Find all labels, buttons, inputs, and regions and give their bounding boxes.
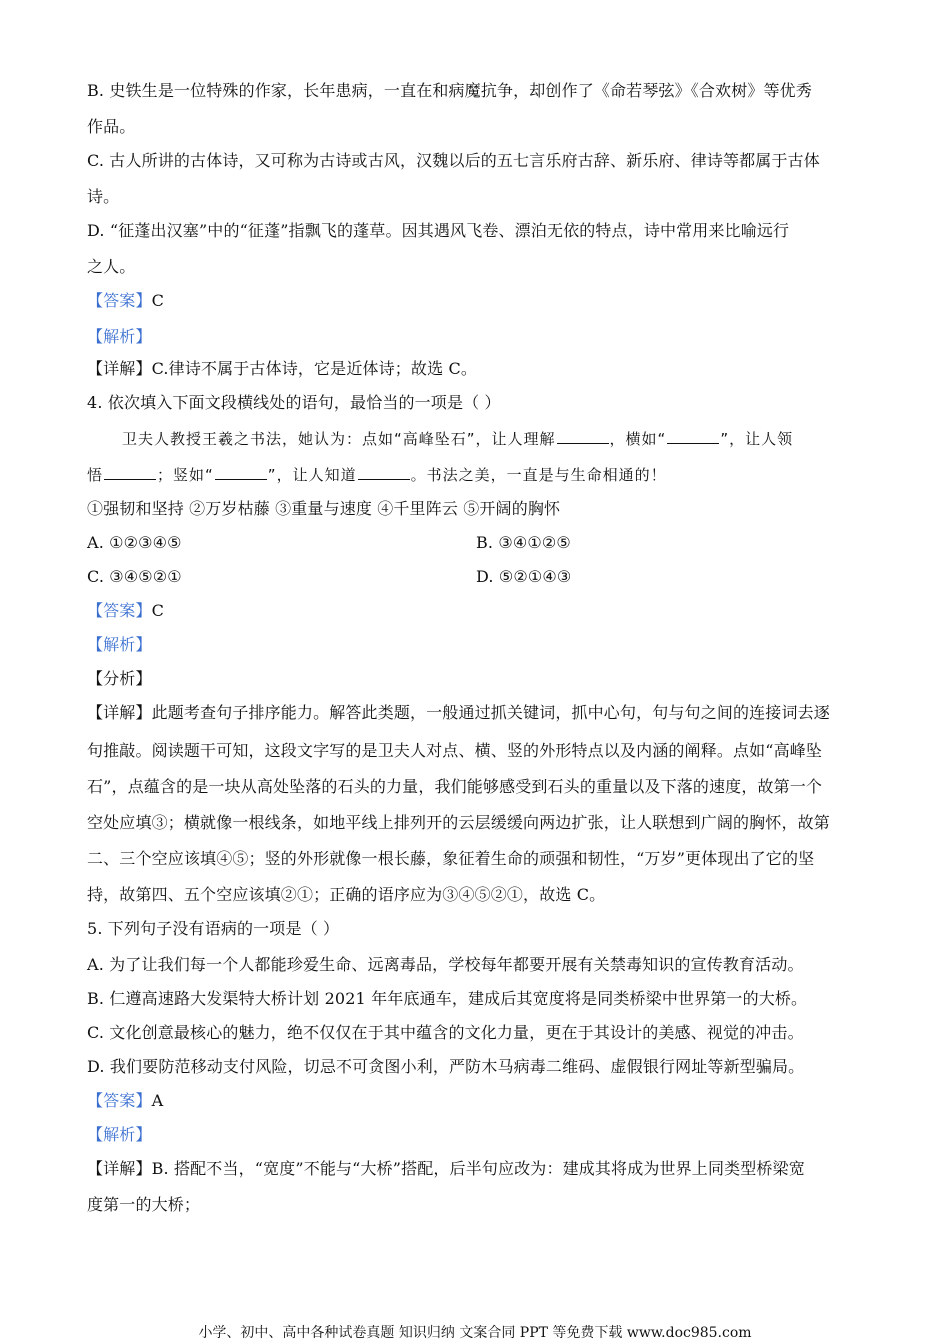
passage-text: ，横如“ [609,430,667,448]
passage-text: ”，让人知道 [267,466,357,484]
q3-option-b-line1: B. 史铁生是一位特殊的作家，长年患病，一直在和病魔抗争，却创作了《命若琴弦》《合欢树》等优秀 [87,81,812,100]
answer-label: 【答案】 [87,601,152,620]
passage-text: ”，让人领 [720,430,794,448]
detail-label: 【详解】 [87,703,152,722]
q4-analysis-label: 【解析】 [87,635,152,654]
q4-option-c: C. ③④⑤②① [87,567,182,586]
q5-option-b: B. 仁遵高速路大发渠特大桥计划 2021 年年底通车，建成后其宽度将是同类桥梁中世界第一的大桥。 [87,989,808,1008]
q5-option-c: C. 文化创意最核心的魅力，绝不仅仅在于其中蕴含的文化力量，更在于其设计的美感、视觉的冲击。 [87,1023,804,1042]
q5-question: 5. 下列句子没有语病的一项是（ ） [87,919,340,938]
q5-detail-line2: 度第一的大桥； [87,1195,201,1214]
q5-detail-line1 [87,1158,805,1180]
q4-option-a: A. ①②③④⑤ [87,533,182,552]
blank-3 [104,464,156,480]
passage-text: ；竖如“ [157,466,214,484]
q5-answer [87,1090,163,1112]
detail-text: C.律诗不属于古体诗，它是近体诗；故选 C。 [151,359,477,378]
answer-label: 【答案】 [87,1091,152,1110]
q3-option-d-line1: D. “征蓬出汉塞”中的“征蓬”指飘飞的蓬草。因其遇风飞卷、漂泊无依的特点，诗中常用来比喻远行 [87,221,790,240]
q5-option-d: D. 我们要防范移动支付风险，切忌不可贪图小利，严防木马病毒二维码、虚假银行网址等新型骗局。 [87,1057,805,1076]
detail-label: 【详解】 [87,359,152,378]
q3-option-c-line1: C. 古人所讲的古体诗，又可称为古诗或古风，汉魏以后的五七言乐府古辞、新乐府、律诗等都属于古体 [87,151,820,170]
q4-option-b: B. ③④①②⑤ [476,533,571,552]
q4-detail-line3: 石”，点蕴含的是一块从高处坠落的石头的力量，我们能够感受到石头的重量以及下落的速度，故第一个 [87,777,823,796]
detail-label: 【详解】 [87,1159,152,1178]
detail-text: B. 搭配不当，“宽度”不能与“大桥”搭配，后半句应改为：建成其将成为世界上同类型桥梁宽 [151,1159,805,1178]
q3-option-b-line2: 作品。 [87,117,136,136]
q4-passage-line2 [87,464,667,486]
q4-detail-line1 [87,702,830,724]
blank-1 [557,428,609,444]
q4-fenxi-label: 【分析】 [87,669,152,688]
answer-value: A [151,1091,164,1110]
q4-passage-line1 [122,428,793,450]
q4-detail-line2: 句推敲。阅读题干可知，这段文字写的是卫夫人对点、横、竖的外形特点以及内涵的阐释。点如“高峰坠 [87,741,823,760]
q3-analysis-label: 【解析】 [87,327,152,346]
q3-option-c-line2: 诗。 [87,187,120,206]
q3-option-d-line2: 之人。 [87,257,136,276]
page-footer: 小学、初中、高中各种试卷真题 知识归纳 文案合同 PPT 等免费下载 www.doc985.com [198,1325,752,1341]
answer-value: C [151,291,165,310]
q4-detail-line6: 持，故第四、五个空应该填②①；正确的语序应为③④⑤②①，故选 C。 [87,885,606,904]
q4-question: 4. 依次填入下面文段横线处的语句，最恰当的一项是（ ） [87,393,501,412]
blank-4 [215,464,267,480]
q5-analysis-label: 【解析】 [87,1125,152,1144]
q5-option-a: A. 为了让我们每一个人都能珍爱生命、远离毒品，学校每年都要开展有关禁毒知识的宣传教育活动。 [87,955,804,974]
passage-text: 。书法之美，一直是与生命相通的！ [410,466,667,484]
q4-answer [87,600,164,622]
blank-2 [667,428,719,444]
passage-text: 卫夫人教授王羲之书法，她认为：点如“高峰坠石”，让人理解 [122,430,556,448]
q4-items: ①强韧和坚持 ②万岁枯藤 ③重量与速度 ④千里阵云 ⑤开阔的胸怀 [87,499,561,518]
q3-answer [87,290,164,312]
q3-detail [87,358,477,380]
passage-text: 悟 [87,466,104,484]
detail-text: 此题考查句子排序能力。解答此类题，一般通过抓关键词，抓中心句，句与句之间的连接词去逐 [151,703,830,722]
q4-detail-line5: 二、三个空应该填④⑤；竖的外形就像一根长藤，象征着生命的顽强和韧性，“万岁”更体现出了它的坚 [87,849,815,868]
answer-label: 【答案】 [87,291,152,310]
answer-value: C [151,601,165,620]
blank-5 [358,464,410,480]
q4-detail-line4: 空处应填③；横就像一根线条，如地平线上排列开的云层缓缓向两边扩张，让人联想到广阔的胸怀，故第 [87,813,830,832]
q4-option-d: D. ⑤②①④③ [476,567,572,586]
